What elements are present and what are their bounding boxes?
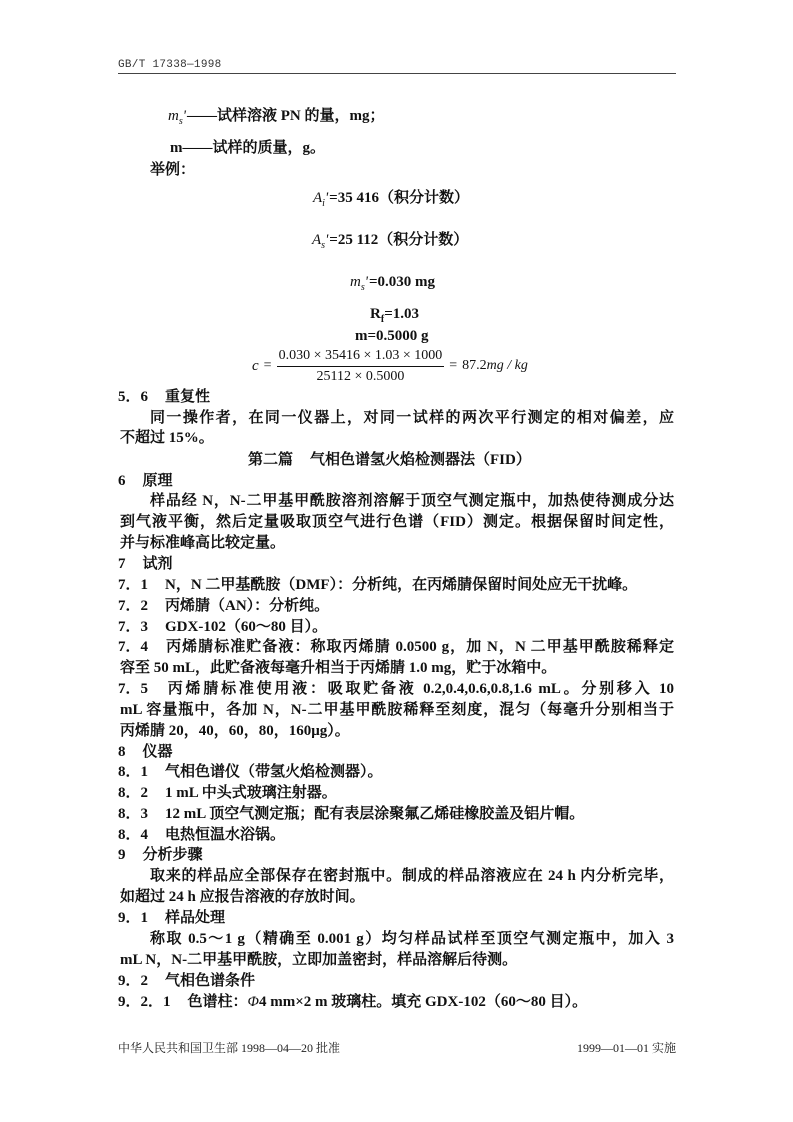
subscript: f	[380, 314, 385, 325]
section-heading-5-6	[118, 387, 210, 408]
item-number: 9．1	[118, 910, 149, 926]
item-text: 丙烯腈标准使用液：吸取贮备液 0.2,0.4,0.6,0.8,1.6 mL。分别移入 10	[165, 681, 674, 697]
paragraph-line: 样品经 N，N-二甲基甲酰胺溶剂溶解于顶空气测定瓶中，加热使待测成分达	[150, 493, 674, 509]
symbol: m	[350, 274, 361, 290]
section-title: 仪器	[142, 744, 173, 760]
standard-code: GB/T 17338—1998	[118, 59, 222, 71]
formula-numerator: 0.030 × 35416 × 1.03 × 1000	[277, 347, 445, 367]
subsection-heading-9-2	[118, 971, 255, 992]
section-heading-9	[118, 845, 203, 866]
section-heading-8	[118, 742, 173, 763]
item-number: 7．1	[118, 577, 149, 593]
item-text: 1 mL 中头式玻璃注射器。	[165, 785, 337, 801]
example-rf	[370, 304, 419, 325]
item-number: 9．2．1	[118, 994, 171, 1010]
item-9-2-1	[118, 992, 587, 1013]
part-label: 第二篇	[248, 452, 294, 468]
paragraph-line: 同一操作者，在同一仪器上，对同一试样的两次平行测定的相对偏差，应	[150, 410, 674, 426]
item-text: 12 mL 顶空气测定瓶；配有表层涂聚氟乙烯硅橡胶盖及铝片帽。	[165, 806, 585, 822]
part-title-text: 气相色谱氢火焰检测器法（FID）	[310, 452, 531, 468]
section-title: 原理	[142, 473, 173, 489]
paragraph-line: 不超过 15%。	[120, 430, 214, 446]
example-ms	[350, 272, 435, 293]
header-rule	[118, 73, 676, 74]
section-number: 8	[118, 744, 126, 760]
prime: '	[324, 190, 329, 206]
item-text: 气相色谱仪（带氢火焰检测器）。	[165, 764, 383, 780]
section-number: 7	[118, 556, 126, 572]
definition-m	[170, 138, 325, 159]
formula-denominator: 25112 × 0.5000	[316, 368, 405, 384]
item-continuation: mL 容量瓶中，各加 N，N-二甲基甲酰胺稀释至刻度，混匀（每毫升分别相当于	[120, 702, 674, 718]
item-number: 8．2	[118, 785, 149, 801]
item-text: 4 mm×2 m 玻璃柱。填充 GDX-102（60～80 目）。	[258, 994, 588, 1010]
paragraph-line: 如超过 24 h 应报告溶液的存放时间。	[120, 889, 365, 905]
definition-text: m——试样的质量，g。	[170, 140, 325, 156]
item-8-4	[118, 825, 285, 846]
item-number: 7．3	[118, 619, 149, 635]
formula-fraction	[277, 347, 445, 386]
definition-text: ——试样溶液 PN 的量，mg；	[186, 108, 385, 124]
item-text: 丙烯腈（AN）：分析纯。	[165, 598, 330, 614]
item-text: 电热恒温水浴锅。	[165, 827, 286, 843]
value: =0.030 mg	[368, 274, 436, 290]
section-title: 分析步骤	[142, 847, 203, 863]
paragraph-line: 到气液平衡，然后定量吸取顶空气进行色谱（FID）测定。根据保留时间定性，	[120, 514, 674, 530]
item-7-5	[118, 679, 674, 700]
symbol: A	[313, 190, 323, 206]
example-label: 举例：	[150, 162, 196, 178]
item-number: 8．1	[118, 764, 149, 780]
item-number: 9．2	[118, 973, 149, 989]
subscript: s	[321, 240, 326, 251]
item-number: 7．5	[118, 681, 149, 697]
definition-ms	[168, 106, 384, 127]
section-title: 重复性	[165, 389, 211, 405]
item-continuation: 丙烯腈 20，40，60，80，160μg）。	[120, 723, 350, 739]
example-ai	[313, 188, 469, 209]
section-number: 6	[118, 473, 126, 489]
subscript: i	[322, 198, 325, 209]
prime: '	[364, 274, 368, 290]
paragraph-line: 称取 0.5～1 g（精确至 0.001 g）均匀样品试样至顶空气测定瓶中，加入 3	[150, 931, 674, 947]
value: =25 112（积分计数）	[329, 232, 469, 248]
footer-effective: 1999—01—01 实施	[576, 1041, 676, 1055]
subsection-heading-9-1	[118, 908, 225, 929]
item-text: GDX-102（60～80 目）。	[165, 619, 328, 635]
subsection-title: 样品处理	[165, 910, 226, 926]
subscript: s	[360, 282, 365, 293]
symbol: A	[312, 232, 322, 248]
item-text: 丙烯腈标准贮备液：称取丙烯腈 0.0500 g，加 N，N 二甲基甲酰胺稀释定	[165, 639, 674, 655]
value: =35 416（积分计数）	[329, 190, 469, 206]
section-heading-7	[118, 554, 173, 575]
diameter-symbol: Φ	[247, 994, 259, 1010]
item-7-1	[118, 575, 637, 596]
concentration-formula	[252, 344, 528, 388]
paragraph-line: mL N，N-二甲基甲酰胺，立即加盖密封，样品溶解后待测。	[120, 952, 518, 968]
item-number: 7．4	[118, 639, 149, 655]
subscript: s	[178, 116, 183, 127]
item-8-1	[118, 762, 383, 783]
formula-result: 87.2	[462, 358, 487, 373]
section-heading-6	[118, 471, 173, 492]
paragraph-line: 取来的样品应全部保存在密封瓶中。制成的样品溶液应在 24 h 内分析完毕，	[150, 868, 674, 884]
formula-lhs: c	[252, 357, 259, 374]
section-number: 9	[118, 847, 126, 863]
item-number: 8．3	[118, 806, 149, 822]
formula-unit: mg / kg	[486, 358, 528, 373]
item-number: 7．2	[118, 598, 149, 614]
footer-approved: 中华人民共和国卫生部 1998—04—20 批准	[118, 1041, 341, 1055]
prime: '	[325, 232, 329, 248]
example-as	[312, 230, 468, 251]
item-label: 色谱柱：	[187, 994, 248, 1010]
item-8-3	[118, 804, 584, 825]
item-8-2	[118, 783, 337, 804]
symbol: m	[168, 108, 179, 124]
section-title: 试剂	[142, 556, 173, 572]
item-continuation: 容至 50 mL，此贮备液每毫升相当于丙烯腈 1.0 mg，贮于冰箱中。	[120, 660, 557, 676]
item-7-3	[118, 617, 327, 638]
item-text: N，N 二甲基酰胺（DMF）：分析纯，在丙烯腈保留时间处应无干扰峰。	[165, 577, 638, 593]
value: m=0.5000 g	[355, 328, 429, 344]
subsection-title: 气相色谱条件	[165, 973, 256, 989]
value: =1.03	[384, 306, 419, 322]
paragraph-line: 并与标准峰高比较定量。	[120, 535, 286, 551]
section-number: 5．6	[118, 389, 149, 405]
item-number: 8．4	[118, 827, 149, 843]
symbol: R	[370, 306, 381, 322]
prime: '	[182, 108, 186, 124]
item-7-4	[118, 637, 674, 658]
item-7-2	[118, 596, 329, 617]
part-title	[248, 450, 531, 471]
formula-equals: =	[449, 358, 458, 373]
formula-equals: =	[263, 358, 272, 373]
